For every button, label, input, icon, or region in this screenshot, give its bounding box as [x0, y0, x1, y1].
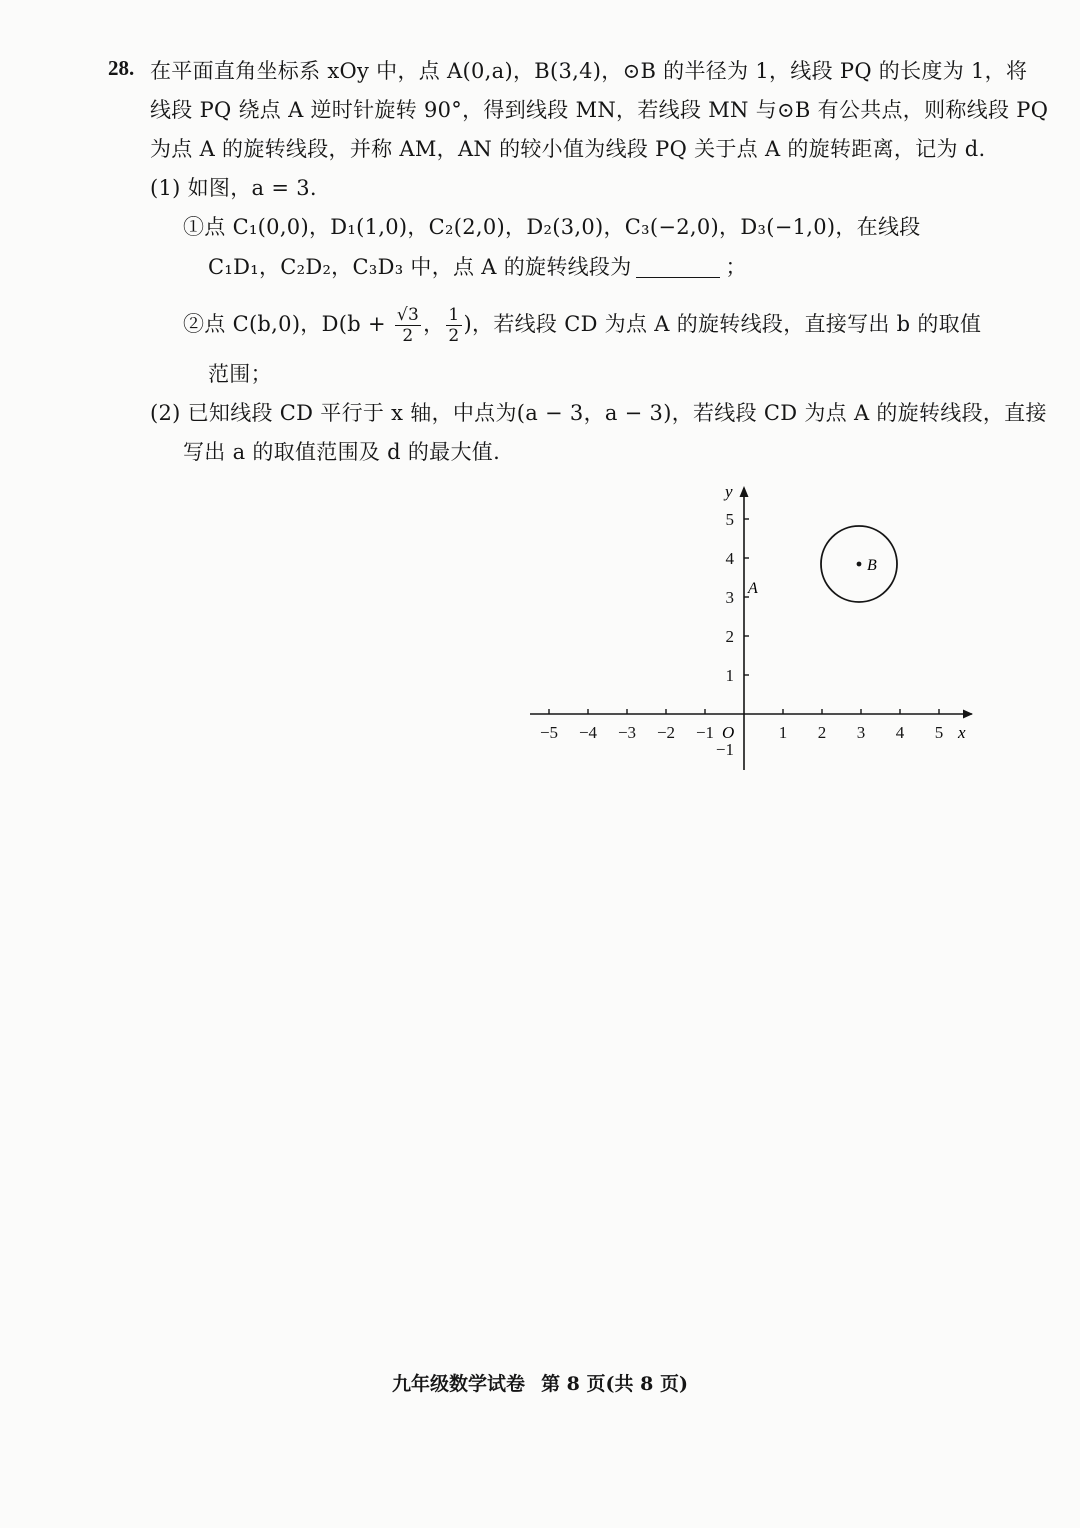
origin-label: O [722, 723, 735, 742]
fraction-numerator: √3 [396, 305, 420, 325]
fraction-numerator: 1 [448, 305, 460, 325]
footer-page-number: 第 8 页(共 8 页) [541, 1373, 688, 1395]
x-tick-label: 4 [895, 723, 905, 742]
y-tick-label: −1 [715, 740, 734, 759]
x-axis-label: x [958, 723, 966, 742]
part-1-item-2-post: )，若线段 CD 为点 A 的旋转线段，直接写出 b 的取值 [463, 312, 982, 336]
part-1-item-2-line-1 [183, 305, 981, 346]
point-B-dot [857, 562, 862, 567]
part-1-item-1-end: ； [725, 255, 747, 279]
point-A-label: A [748, 580, 758, 597]
part-1-intro: (1) 如图，a = 3. [150, 176, 317, 200]
y-axis-label: y [725, 482, 733, 501]
fraction-denominator: 2 [402, 326, 414, 346]
x-axis-arrow [963, 710, 973, 719]
x-tick-label: −5 [539, 723, 559, 742]
x-tick-label: −3 [617, 723, 637, 742]
fraction-1-over-2 [446, 305, 461, 346]
comma: ， [423, 312, 445, 336]
question-stem-line-1: 在平面直角坐标系 xOy 中，点 A(0,a)，B(3,4)，⊙B 的半径为 1，线段 PQ 的长度为 1，将 [150, 59, 1028, 83]
x-tick-label: 1 [778, 723, 788, 742]
footer-title: 九年级数学试卷 [392, 1373, 526, 1395]
y-tick-label: 2 [725, 627, 734, 646]
x-tick-label: 5 [934, 723, 944, 742]
question-stem-line-2: 线段 PQ 绕点 A 逆时针旋转 90°，得到线段 MN，若线段 MN 与⊙B 有公共点，则称线段 PQ [150, 98, 1049, 122]
part-1-item-2-pre: ②点 C(b,0)，D(b + [183, 312, 386, 336]
point-B-label: B [867, 557, 877, 574]
answer-blank [636, 255, 720, 278]
part-1-item-1-line-1: ①点 C₁(0,0)，D₁(1,0)，C₂(2,0)，D₂(3,0)，C₃(−2,0)，D₃(−1,0)，在线段 [183, 215, 921, 239]
part-1-item-1-text: C₁D₁，C₂D₂，C₃D₃ 中，点 A 的旋转线段为 [208, 255, 632, 279]
x-tick-label: −1 [695, 723, 715, 742]
part-1-item-1-line-2 [208, 252, 747, 282]
part-1-item-2-line-2: 范围； [208, 362, 272, 386]
y-tick-label: 1 [725, 666, 734, 685]
y-axis-arrow [740, 486, 749, 497]
y-tick-label: 3 [725, 588, 734, 607]
y-tick-label: 4 [725, 549, 734, 568]
x-tick-label: 3 [856, 723, 866, 742]
coordinate-figure [520, 470, 990, 780]
x-tick-label: −2 [656, 723, 676, 742]
fraction-denominator: 2 [448, 326, 460, 346]
x-tick-label: 2 [817, 723, 827, 742]
x-tick-label: −4 [578, 723, 598, 742]
y-tick-label: 5 [725, 510, 734, 529]
part-2-line-2: 写出 a 的取值范围及 d 的最大值. [183, 440, 501, 464]
question-stem-line-3: 为点 A 的旋转线段，并称 AM，AN 的较小值为线段 PQ 关于点 A 的旋转距离，记为 d. [150, 137, 986, 161]
question-number: 28. [108, 56, 135, 80]
part-2-line-1: (2) 已知线段 CD 平行于 x 轴，中点为(a − 3，a − 3)，若线段 CD 为点 A 的旋转线段，直接 [150, 401, 1047, 425]
fraction-sqrt3-over-2 [395, 305, 421, 346]
page-footer [0, 1369, 1080, 1396]
